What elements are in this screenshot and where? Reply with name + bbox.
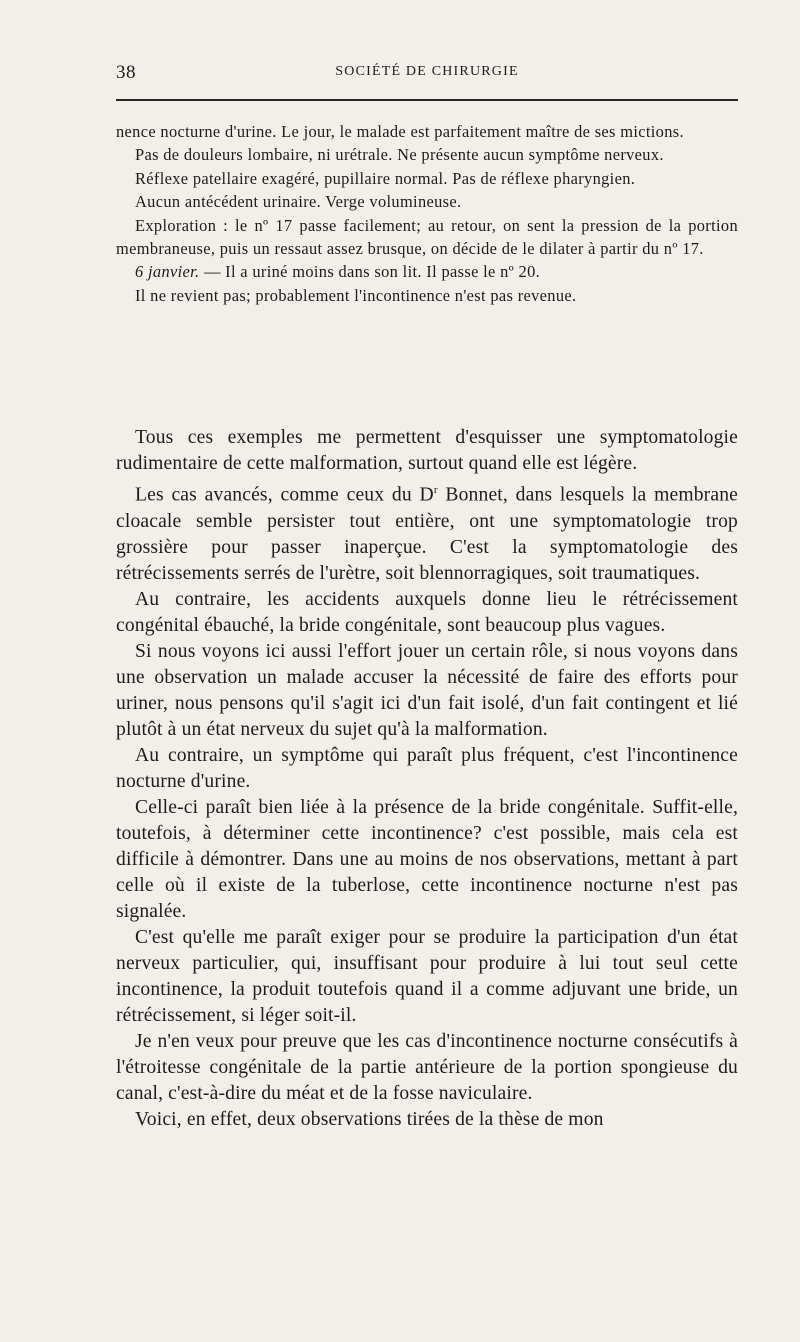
paragraph: Aucun antécédent urinaire. Verge volumineuse. — [135, 192, 462, 212]
paragraph: Au contraire, les accidents auxquels donne lieu le rétrécissement congénital ébauché, la bride congénitale, sont beaucoup plus vagues. — [116, 588, 738, 636]
paragraph-text: — Il a uriné moins dans son lit. Il passe le nº 20. — [199, 262, 541, 282]
paragraph: Si nous voyons ici aussi l'effort jouer un certain rôle, si nous voyons dans une observation un malade accuser la nécessité de faire des efforts pour uriner, nous pensons qu'il s'agit ici d'un fait isolé, d'un fait contingent et lié plutôt à un état nerveux du sujet qu'à la malformation. — [116, 640, 738, 740]
paragraph — [116, 477, 738, 587]
paragraph: Je n'en veux pour preuve que les cas d'incontinence nocturne consécutifs à l'étroitesse congénitale de la partie antérieure de la portion spongieuse du canal, c'est-à-dire du méat et de la fosse naviculaire. — [116, 1030, 738, 1104]
page-number: 38 — [116, 62, 136, 83]
paragraph: nence nocturne d'urine. Le jour, le malade est parfaitement maître de ses mictions. — [116, 122, 684, 141]
paragraph: Réflexe patellaire exagéré, pupillaire normal. Pas de réflexe pharyngien. — [135, 168, 636, 188]
paragraph: Celle-ci paraît bien liée à la présence de la bride congénitale. Suffit-elle, toutefois, à déterminer cette incontinence? c'est possible, mais cela est difficile à démontrer. Dans une au moins de nos observations, mettant à part celle où il existe de la tuberlose, cette incontinence nocturne n'est pas signalée. — [116, 796, 738, 922]
paragraph: Voici, en effet, deux observations tirées de la thèse de mon — [135, 1108, 604, 1130]
paragraph: Au contraire, un symptôme qui paraît plus fréquent, c'est l'incontinence nocturne d'urine. — [116, 744, 738, 792]
header-rule — [116, 99, 738, 101]
paragraph — [116, 260, 738, 283]
page-header — [116, 62, 738, 86]
paragraph: Tous ces exemples me permettent d'esquisser une symptomatologie rudimentaire de cette malformation, surtout quand elle est légère. — [116, 427, 738, 474]
superscript: r — [433, 484, 438, 496]
main-text — [116, 425, 738, 1133]
running-title: SOCIÉTÉ DE CHIRURGIE — [335, 64, 519, 79]
paragraph: Pas de douleurs lombaire, ni urétrale. Ne présente aucun symptôme nerveux. — [135, 145, 664, 165]
paragraph: Il ne revient pas; probablement l'incontinence n'est pas revenue. — [135, 285, 577, 305]
paragraph-text: Bonnet, dans lesquels la membrane cloacale semble persister tout entière, ont une symptomatologie trop grossière pour passer inaperçue. C'est la symptomatologie des rétrécissements serrés de l'urètre, soit blennorragiques, soit traumatiques. — [116, 484, 738, 584]
paragraph: C'est qu'elle me paraît exiger pour se produire la participation d'un état nerveux particulier, qui, insuffisant pour produire à lui tout seul cette incontinence, la produit toutefois quand il a comme adjuvant une bride, un rétrécissement, si léger soit-il. — [116, 926, 738, 1026]
date-label: 6 janvier. — [135, 262, 200, 282]
paragraph-text: Les cas avancés, comme ceux du D — [135, 484, 434, 506]
observation-notes — [116, 120, 738, 307]
paragraph: Exploration : le nº 17 passe facilement; au retour, on sent la pression de la portion membraneuse, puis un ressaut assez brusque, on décide de le dilater à partir du nº 17. — [116, 215, 738, 259]
